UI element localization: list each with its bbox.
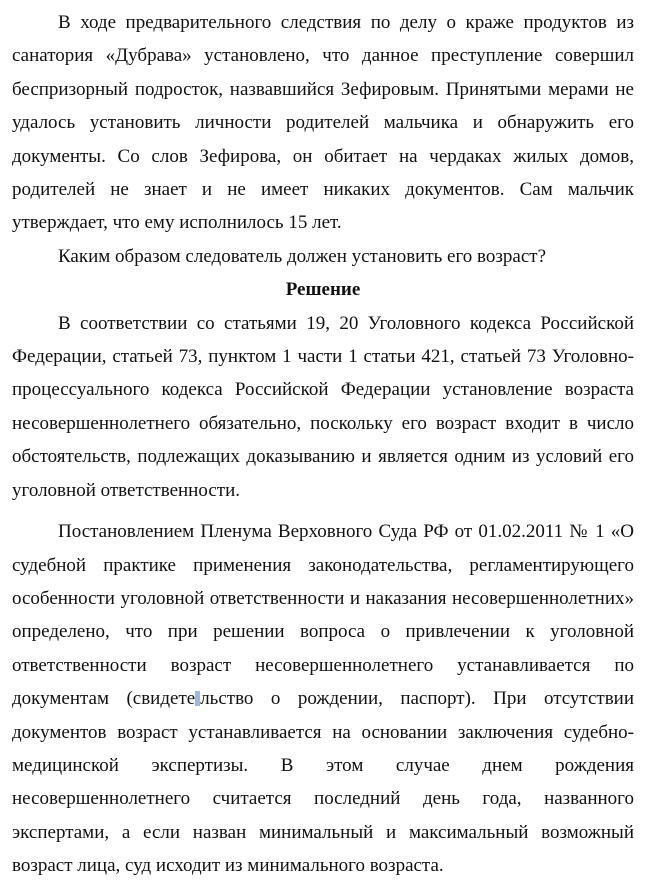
resolution-text-end: льство о рождении, паспорт). При отсутствии документов возраст устанавливается на основании заключения судебно-медицинской экспертизы. В этом случае днем рождения несовершеннолетнего считается последний день года, названного экспертами, а если назван минимальный и максимальный возможный возраст лица, суд исходит из минимального возраста. — [12, 688, 635, 877]
resolution-paragraph — [12, 515, 634, 882]
resolution-text-start: Постановлением Пленума Верховного Суда РФ от 01.02.2011 № 1 «О судебной практике применения законодательства, регламентирующего особенности уголовной ответственности и наказания несовершеннолетних» определено, что при решении вопроса о привлечении к уголовной ответственности возраст несовершеннолетнего устанавливается по документам (свидете — [12, 521, 634, 710]
question-paragraph: Каким образом следователь должен установить его возраст? — [58, 245, 546, 267]
solution-paragraph: В соответствии со статьями 19, 20 Уголовного кодекса Российской Федерации, статьей 73, пунктом 1 части 1 статьи 421, статьей 73 Уголовно-процессуального кодекса Российской Федерации установление возраста несовершеннолетнего обязательно, поскольку его возраст входит в число обстоятельств, подлежащих доказыванию и является одним из условий его уголовной ответственности. — [12, 312, 634, 501]
solution-heading: Решение — [285, 279, 361, 301]
document-page — [12, 6, 634, 883]
case-description-paragraph: В ходе предварительного следствия по делу о краже продуктов из санатория «Дубрава» установлено, что данное преступление совершил беспризорный подросток, назвавшийся Зефировым. Принятыми мерами не удалось установить личности родителей мальчика и обнаружить его документы. Со слов Зефирова, он обитает на чердаках жилых домов, родителей не знает и не имеет никаких документов. Сам мальчик утверждает, что ему исполнилось 15 лет. — [12, 12, 634, 234]
